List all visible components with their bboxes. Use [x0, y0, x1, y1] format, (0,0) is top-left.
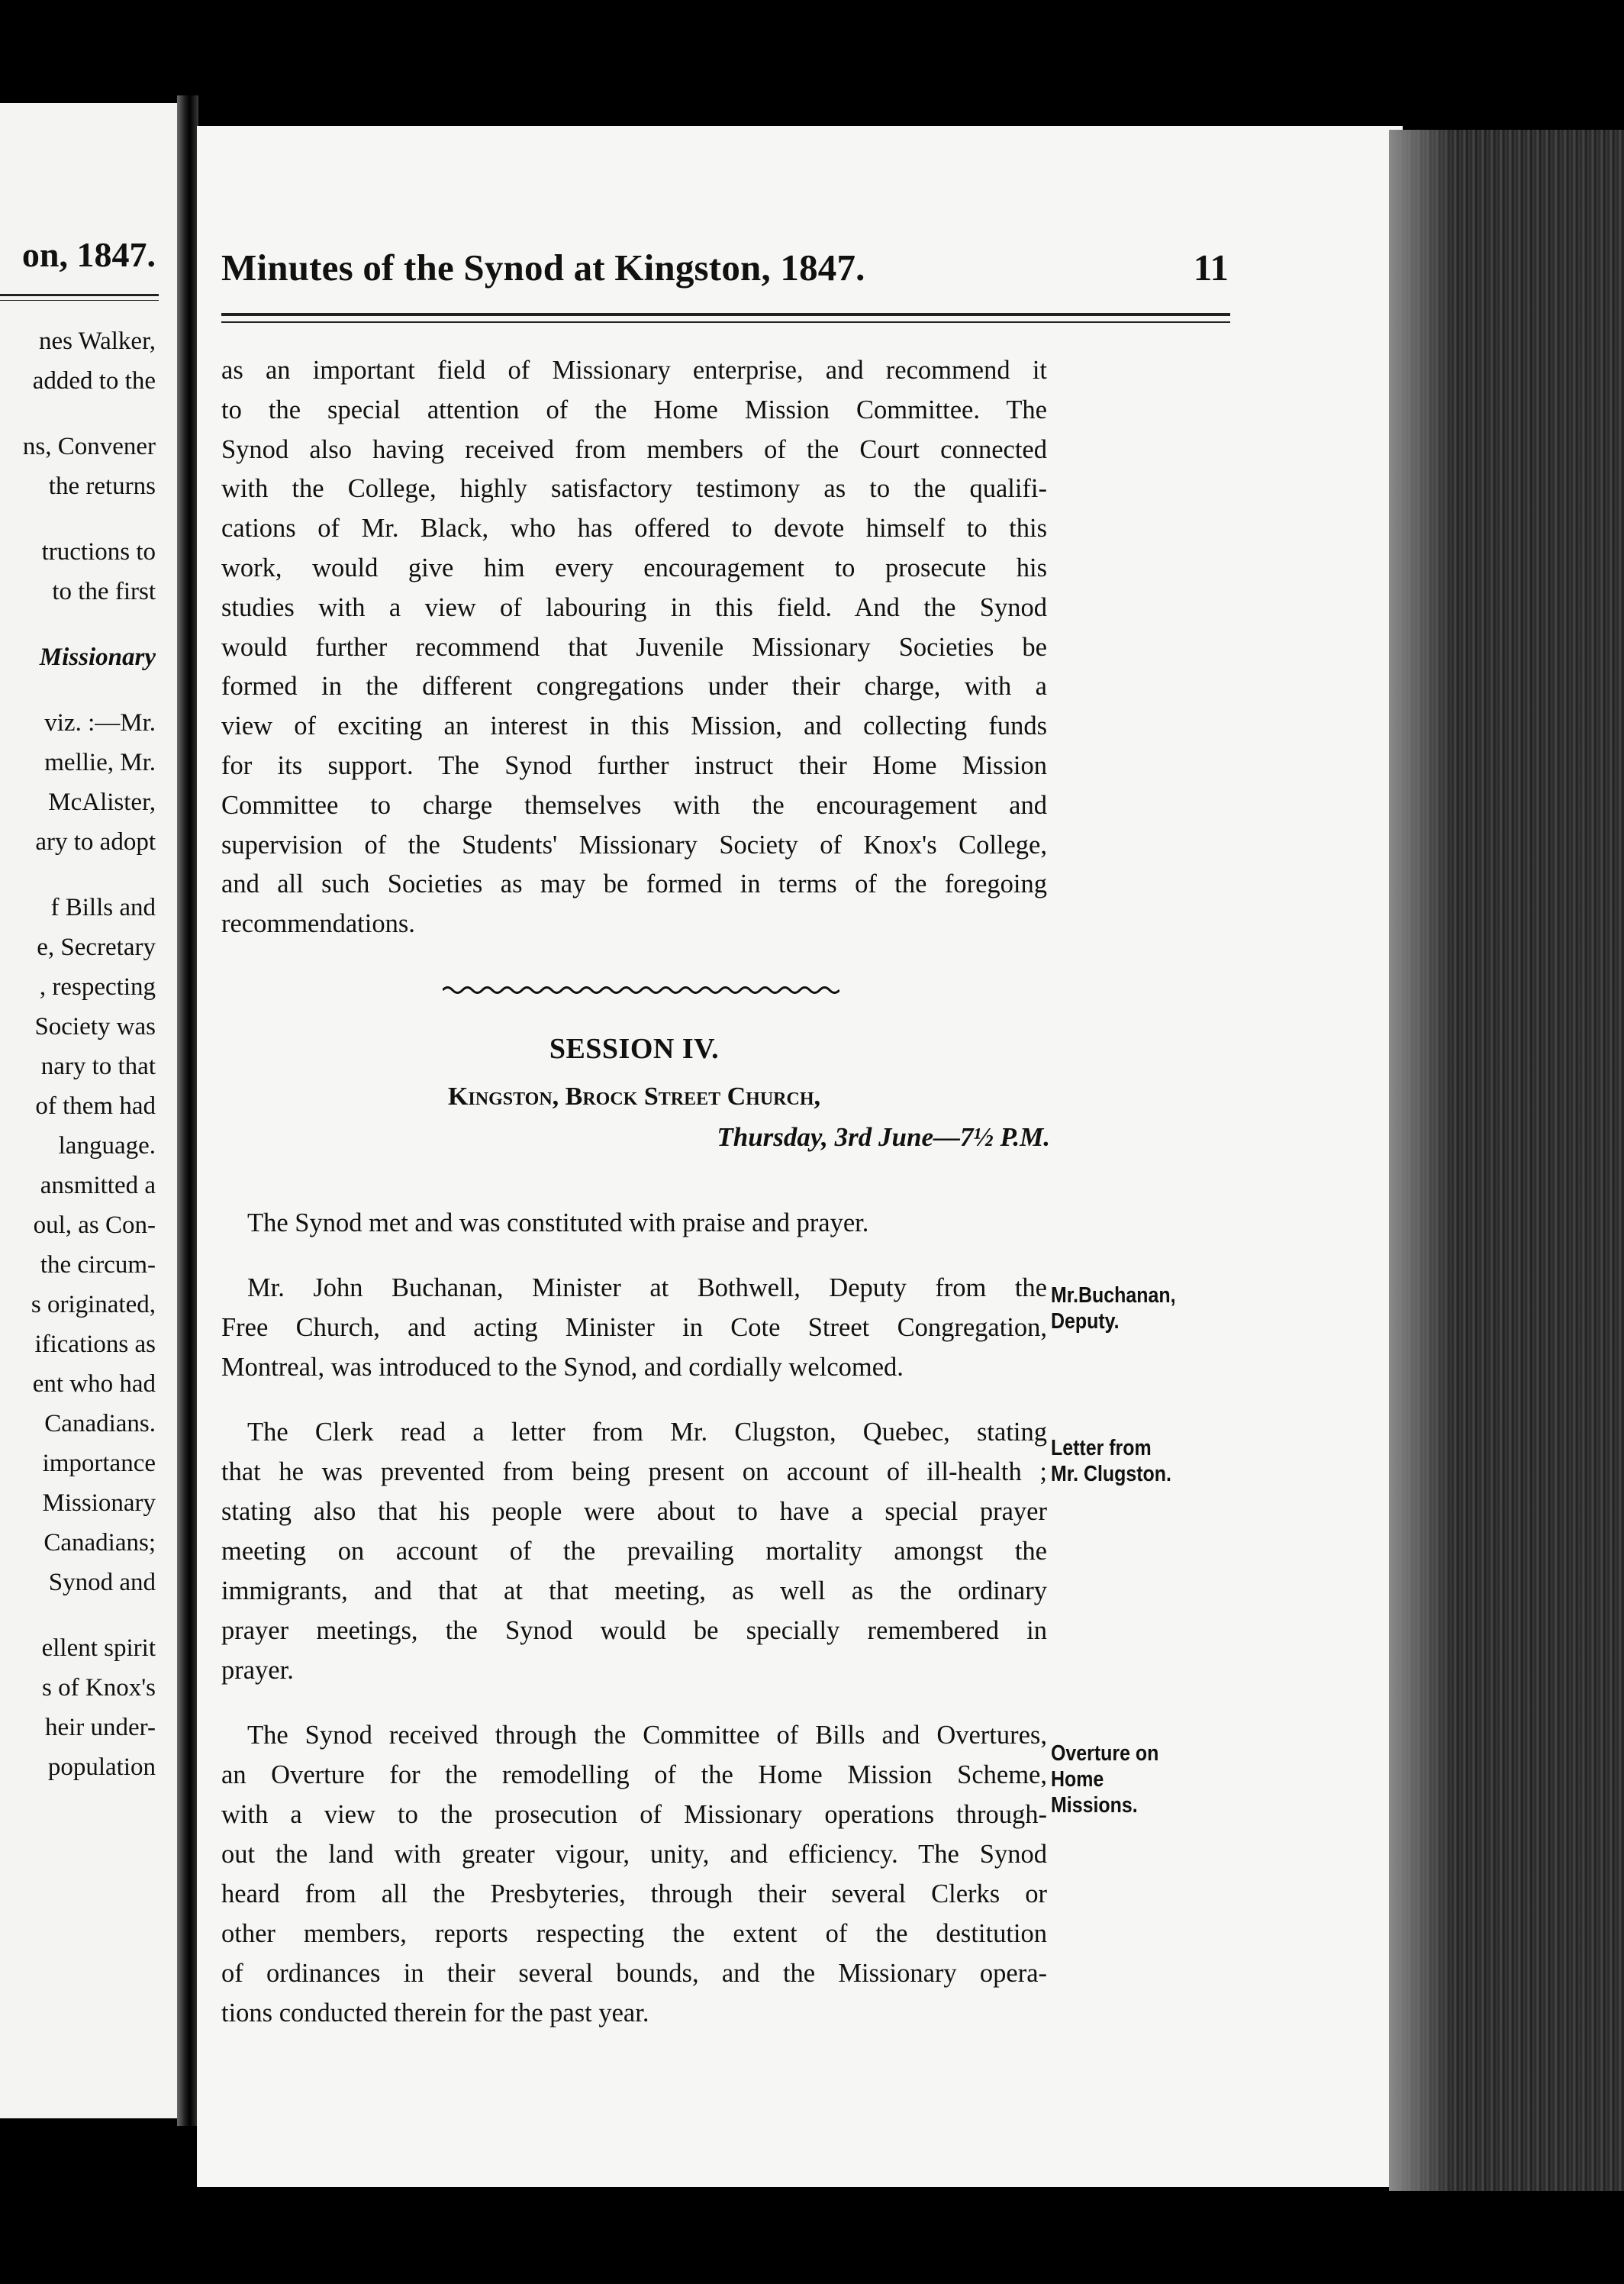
text-line: supervision of the Students' Missionary Society of Knox's College,: [221, 830, 1047, 860]
left-page-line: added to the: [32, 367, 156, 395]
text-line: studies with a view of labouring in this field. And the Synod: [221, 592, 1047, 622]
margin-note-buchanan: [1051, 1282, 1176, 1334]
left-page-line: Canadians.: [44, 1410, 156, 1437]
left-page-line: the returns: [48, 473, 156, 500]
text-line: view of exciting an interest in this Mission, and collecting funds: [221, 711, 1047, 741]
text-line: meeting on account of the prevailing mortality amongst the: [221, 1537, 1047, 1566]
left-page-line: of them had: [35, 1092, 156, 1120]
paragraph: [221, 1268, 1047, 1387]
text-line: of ordinances in their several bounds, and the Missionary opera-: [221, 1959, 1047, 1988]
text-line: stating also that his people were about to have a special prayer: [221, 1497, 1047, 1526]
text-line: formed in the different congregations under their charge, with a: [221, 672, 1047, 702]
left-page-line: population: [47, 1753, 156, 1781]
text-line: to the special attention of the Home Mission Committee. The: [221, 395, 1047, 424]
left-page-line: McAlister,: [48, 789, 156, 816]
text-line: The Clerk read a letter from Mr. Clugston, Quebec, stating: [247, 1418, 1047, 1447]
left-page-line: f Bills and: [50, 894, 156, 921]
text-line: with the College, highly satisfactory testimony as to the qualifi-: [221, 474, 1047, 504]
text-line: an Overture for the remodelling of the Home Mission Scheme,: [221, 1760, 1047, 1789]
page-edge-shade: [1389, 130, 1450, 2191]
text-line: Committee to charge themselves with the encouragement and: [221, 790, 1047, 820]
left-page-line: language.: [58, 1132, 156, 1160]
left-page-rule-thin: [0, 300, 159, 301]
paragraph-gap: [221, 1387, 1047, 1412]
left-page-line: ellent spirit: [41, 1634, 156, 1662]
left-page-line: the circum-: [40, 1251, 156, 1279]
text-line: other members, reports respecting the extent of the destitution: [221, 1919, 1047, 1948]
margin-note-line: Mr. Clugston.: [1051, 1462, 1171, 1486]
left-page-line: e, Secretary: [37, 934, 156, 961]
text-line: Free Church, and acting Minister in Cote Street Congregation,: [221, 1313, 1047, 1342]
text-line: and all such Societies as may be formed in terms of the foregoing: [221, 869, 1047, 899]
left-page-line: s of Knox's: [42, 1674, 156, 1702]
text-line: Montreal, was introduced to the Synod, and cordially welcomed.: [221, 1353, 904, 1382]
text-line: heard from all the Presbyteries, through their several Clerks or: [221, 1879, 1047, 1908]
continuation-paragraph: [221, 351, 1047, 944]
text-line: tions conducted therein for the past year.: [221, 1999, 649, 2028]
left-facing-page: [0, 103, 177, 2118]
left-page-line: s originated,: [31, 1291, 156, 1318]
margin-note-line: Missions.: [1051, 1793, 1138, 1818]
margin-note-clugston: [1051, 1435, 1171, 1487]
text-line: immigrants, and that at that meeting, as well as the ordinary: [221, 1576, 1047, 1605]
session-body: [221, 1203, 1047, 2033]
left-page-header: on, 1847.: [21, 235, 156, 274]
left-page-line: ent who had: [32, 1370, 156, 1398]
margin-note-line: Home: [1051, 1767, 1104, 1792]
left-page-line: importance: [42, 1450, 156, 1477]
text-line: for its support. The Synod further instruct their Home Mission: [221, 750, 1047, 780]
margin-note-overture: [1051, 1740, 1158, 1818]
wavy-divider: [443, 983, 839, 997]
text-line: cations of Mr. Black, who has offered to devote himself to this: [221, 514, 1047, 544]
margin-note-line: Mr.Buchanan,: [1051, 1283, 1176, 1308]
left-page-line: ary to adopt: [35, 828, 156, 856]
header-rule-thin: [221, 321, 1230, 323]
page-title: Minutes of the Synod at Kingston, 1847.: [221, 247, 865, 289]
left-page-line: Missionary: [42, 1489, 156, 1517]
left-page-line: , respecting: [39, 973, 156, 1001]
paragraph: [221, 1715, 1047, 2033]
left-page-line: ansmitted a: [40, 1172, 156, 1199]
left-page-line: heir under-: [44, 1714, 156, 1741]
left-page-line: oul, as Con-: [33, 1211, 156, 1239]
text-line: out the land with greater vigour, unity, and efficiency. The Synod: [221, 1840, 1047, 1869]
left-page-line: tructions to: [41, 538, 156, 566]
left-page-line: nary to that: [40, 1053, 156, 1080]
left-page-line: viz. :—Mr.: [44, 709, 156, 737]
paragraph-gap: [221, 1243, 1047, 1268]
left-page-line: Society was: [34, 1013, 156, 1040]
text-line: as an important field of Missionary enterprise, and recommend it: [221, 356, 1047, 385]
left-page-rule: [0, 294, 159, 296]
header-rule-thick: [221, 313, 1230, 316]
text-line: prayer.: [221, 1656, 294, 1685]
text-line: prayer meetings, the Synod would be specially remembered in: [221, 1616, 1047, 1645]
text-line: work, would give him every encouragement to prosecute his: [221, 553, 1047, 582]
left-page-line: Missionary: [39, 644, 156, 671]
session-place: Kingston, Brock Street Church,: [447, 1082, 821, 1111]
paragraph-gap: [221, 1690, 1047, 1715]
text-line: Mr. John Buchanan, Minister at Bothwell, Deputy from the: [247, 1273, 1047, 1302]
margin-note-line: Overture on: [1051, 1741, 1159, 1766]
left-page-line: to the first: [52, 578, 156, 605]
text-line: The Synod met and was constituted with praise and prayer.: [247, 1208, 869, 1237]
text-line: The Synod received through the Committee of Bills and Overtures,: [247, 1721, 1047, 1750]
page-number: 11: [1193, 247, 1229, 289]
left-page-line: Synod and: [48, 1569, 156, 1596]
text-line: recommendations.: [221, 909, 415, 939]
text-line: that he was prevented from being present on account of ill-health ;: [221, 1457, 1047, 1486]
left-page-line: ifications as: [34, 1331, 156, 1358]
text-line: Synod also having received from members of the Court connected: [221, 434, 1047, 464]
book-gutter: [177, 95, 198, 2126]
margin-note-line: Deputy.: [1051, 1309, 1120, 1334]
left-page-line: mellie, Mr.: [44, 749, 156, 776]
text-line: would further recommend that Juvenile Missionary Societies be: [221, 632, 1047, 662]
left-page-line: Canadians;: [44, 1529, 156, 1557]
left-page-line: ns, Convener: [22, 433, 156, 460]
paragraph: [221, 1412, 1047, 1690]
running-header: [221, 246, 1229, 299]
session-heading: SESSION IV.: [549, 1033, 720, 1065]
margin-note-line: Letter from: [1051, 1436, 1152, 1460]
paragraph: [221, 1203, 1047, 1243]
text-line: with a view to the prosecution of Missionary operations through-: [221, 1800, 1047, 1829]
left-page-line: nes Walker,: [38, 327, 156, 355]
session-date: Thursday, 3rd June—7½ P.M.: [717, 1122, 1050, 1152]
